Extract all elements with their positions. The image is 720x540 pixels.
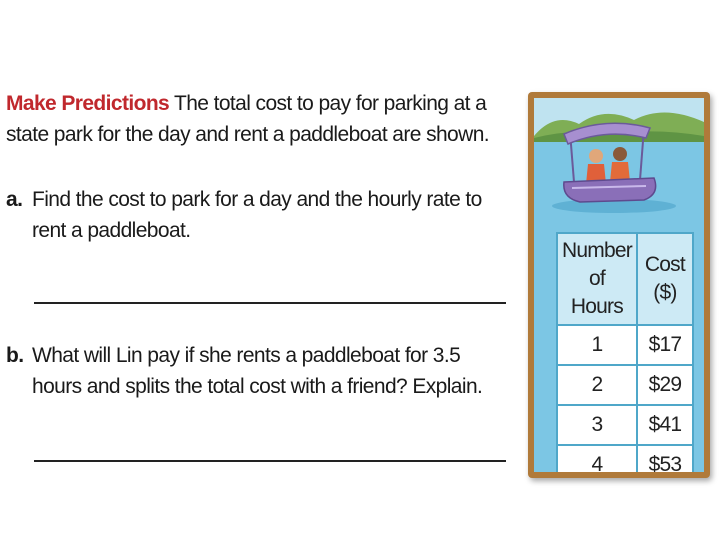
part-b — [6, 340, 486, 402]
part-a — [6, 184, 486, 246]
part-b-answer-line[interactable] — [34, 460, 506, 462]
table-header-row — [557, 233, 693, 325]
problem-intro: The total cost to pay for parking at a state park for the day and rent a paddleboat are shown. — [6, 92, 490, 146]
table-row — [557, 405, 693, 445]
part-a-question: Find the cost to park for a day and the hourly rate to rent a paddleboat. — [32, 188, 482, 242]
table-row — [557, 365, 693, 405]
part-a-answer-line[interactable] — [34, 302, 506, 304]
part-b-question: What will Lin pay if she rents a paddleboat for 3.5 hours and splits the total cost with a friend? Explain. — [32, 344, 483, 398]
cost-cell: $17 — [637, 325, 693, 365]
problem-statement — [6, 88, 506, 150]
paddleboat-panel — [528, 92, 710, 478]
table-row — [557, 445, 693, 472]
column-header-cost: Cost ($) — [637, 233, 693, 325]
column-header-hours: Number of Hours — [557, 233, 637, 325]
hours-cell: 2 — [557, 365, 637, 405]
table-row — [557, 325, 693, 365]
paddleboat-hull — [564, 178, 656, 202]
problem-heading: Make Predictions — [6, 92, 170, 115]
cost-cell: $53 — [637, 445, 693, 472]
cost-cell: $41 — [637, 405, 693, 445]
part-b-letter: b. — [6, 344, 24, 367]
panel-background — [534, 98, 704, 472]
hours-cell: 1 — [557, 325, 637, 365]
hours-cost-table — [556, 232, 694, 472]
cost-cell: $29 — [637, 365, 693, 405]
hours-cell: 3 — [557, 405, 637, 445]
paddleboat-illustration — [534, 98, 704, 228]
hours-cell: 4 — [557, 445, 637, 472]
part-a-letter: a. — [6, 188, 23, 211]
